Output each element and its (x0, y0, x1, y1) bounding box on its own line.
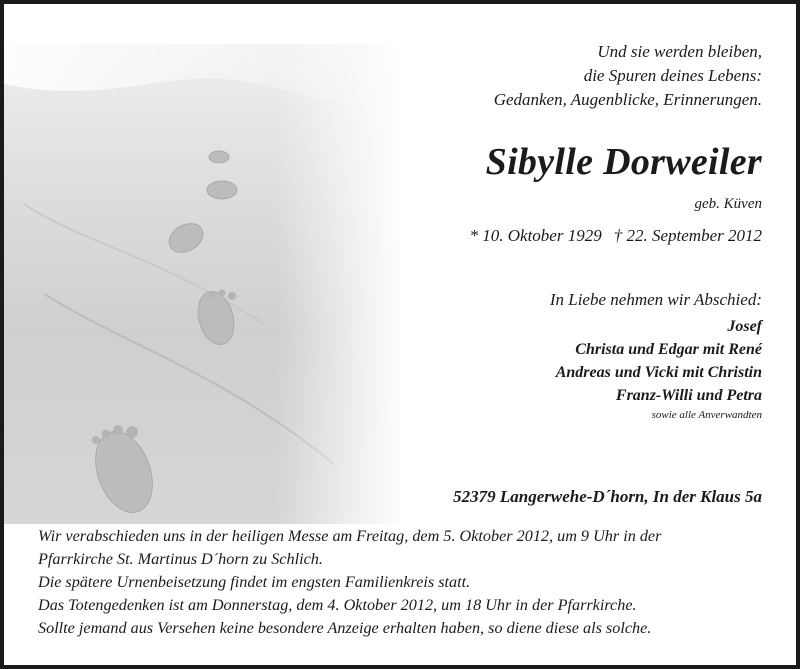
footprint-toe (102, 430, 111, 439)
farewell-line: In Liebe nehmen wir Abschied: (549, 290, 762, 309)
birth-date: * 10. Oktober 1929 (469, 226, 602, 245)
birth-name: geb. Küven (694, 196, 762, 212)
footprints-illustration (4, 44, 404, 524)
notice-line: Das Totengedenken ist am Donnerstag, dem 4. Oktober 2012, um 18 Uhr in der Pfarrkirche. (38, 596, 637, 614)
footprint-toe (92, 436, 100, 444)
life-dates (470, 226, 762, 246)
motto (494, 40, 762, 112)
footprint-toe (219, 290, 226, 297)
footprint (207, 181, 237, 199)
mourners-list (556, 315, 762, 407)
mourner: Franz-Willi und Petra (615, 387, 762, 404)
wave-foam (4, 44, 404, 103)
service-notice (38, 525, 661, 640)
mourner: Andreas und Vicki mit Christin (555, 364, 762, 381)
motto-line: Gedanken, Augenblicke, Erinnerungen. (493, 90, 762, 109)
footprints-in-sand-image (4, 44, 404, 524)
relatives-note: sowie alle Anverwandten (651, 409, 762, 421)
motto-line: die Spuren deines Lebens: (583, 66, 762, 85)
footprint-toe (228, 292, 236, 300)
notice-line: Wir verabschieden uns in der heiligen Messe am Freitag, dem 5. Oktober 2012, um 9 Uhr in der (38, 527, 662, 545)
deceased-name: Sibylle Dorweiler (485, 141, 762, 183)
death-date: † 22. September 2012 (613, 226, 762, 245)
footprint (209, 151, 229, 163)
footprint-toe (126, 426, 138, 438)
notice-line: Sollte jemand aus Versehen keine besondere Anzeige erhalten haben, so diene diese als solche. (38, 619, 652, 637)
mourner: Josef (727, 318, 762, 335)
footprint-toe (209, 291, 215, 297)
family-address: 52379 Langerwehe-D´horn, In der Klaus 5a (453, 487, 762, 506)
sand-ridge (44, 294, 334, 464)
footprint (164, 218, 208, 259)
mourner: Christa und Edgar mit René (575, 341, 762, 358)
motto-line: Und sie werden bleiben, (597, 42, 762, 61)
footprint-toe (113, 425, 123, 435)
notice-line: Pfarrkirche St. Martinus D´horn zu Schlich. (38, 550, 323, 568)
notice-line: Die spätere Urnenbeisetzung findet im engsten Familienkreis statt. (38, 573, 471, 591)
